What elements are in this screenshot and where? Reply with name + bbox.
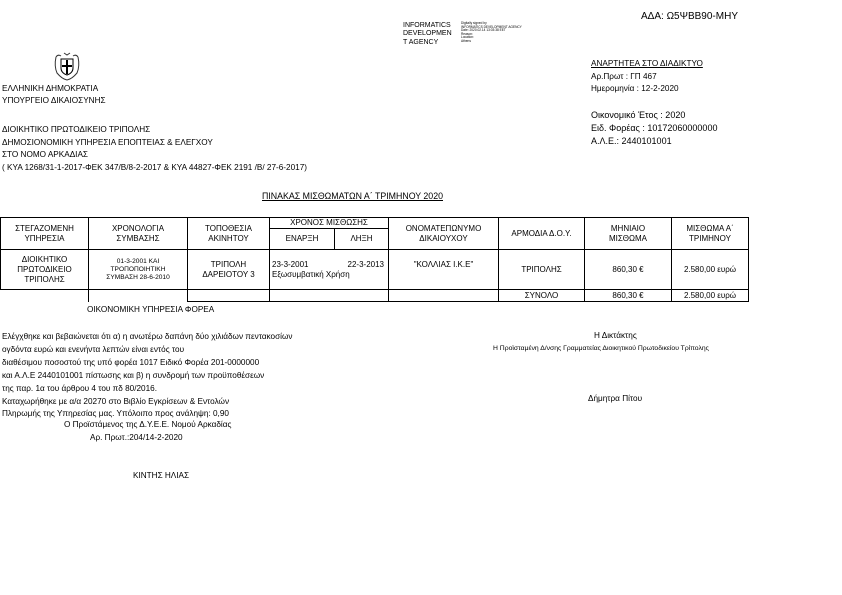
protocol-number: Αρ.Πρωτ : ΓΠ 467 [591,71,657,81]
certification-line: Ελέγχθηκε και βεβαιώνεται ότι α) η ανωτέρω δαπάνη δύο χιλιάδων πεντακοσίων [2,332,293,341]
signature-agency-label [403,22,452,47]
header-location-line: ΤΟΠΟΘΕΣΙΑ [204,223,253,233]
header-quarterly-line: ΤΡΙΜΗΝΟΥ [689,233,731,243]
empty-cell [389,290,499,302]
head-of-service: Ο Προϊστάμενος της Δ.Υ.Ε.Ε. Νομού Αρκαδίας [64,420,232,429]
certification-line: Πληρωμής της Υπηρεσίας μας. Υπόλοιπο προς ανάληψη: 0,90 [2,409,229,419]
cell-chronology-line: 01-3-2001 ΚΑΙ [116,257,160,265]
right-sign-title: Η Δικτάκτης [594,331,637,340]
signature-details [461,22,522,44]
header-end: ΛΗΞΗ [335,229,389,250]
court-name: ΔΙΟΙΚΗΤΙΚΟ ΠΡΩΤΟΔΙΚΕΙΟ ΤΡΙΠΟΛΗΣ [2,125,151,134]
right-sign-name: Δήμητρα Πίτου [588,394,643,403]
reference-protocol: Αρ. Πρωτ.:204/14-2-2020 [90,433,183,442]
ada-code: ΑΔΑ: Ω5ΨΒΒ90-ΜΗΥ [641,11,738,22]
header-beneficiary [389,218,499,250]
header-location-line: ΑΚΙΝΗΤΟΥ [208,233,249,243]
table-total-row [1,290,749,302]
document-info [591,58,703,96]
header-tax-office: ΑΡΜΟΔΙΑ Δ.Ο.Υ. [499,218,585,250]
empty-cell [188,290,270,302]
document-date: Ημερομηνία : 12-2-2020 [591,84,679,93]
header-chronology-line: ΣΥΜΒΑΣΗΣ [116,233,160,243]
certification-text [2,331,292,421]
fiscal-year: Οικονομικό Έτος : 2020 [591,110,686,120]
certification-line: της παρ. 1α του άρθρου 4 του πδ 80/2016. [2,383,157,393]
header-location [188,218,270,250]
cell-lease-dates [272,260,388,270]
signature-agency-line: DEVELOPMEN [403,30,452,38]
budget-info [591,109,717,149]
header-beneficiary-line: ΔΙΚΑΙΟΥΧΟΥ [419,233,468,243]
publish-notice: ΑΝΑΡΤΗΤΕΑ ΣΤΟ ΔΙΑΔΙΚΤΥΟ [591,59,703,68]
service-label: ΟΙΚΟΝΟΜΙΚΗ ΥΠΗΡΕΣΙΑ ΦΟΡΕΑ [87,305,215,314]
header-quarterly-line: ΜΙΣΘΩΜΑ Α΄ [686,223,734,233]
header-monthly [585,218,672,250]
cell-service [1,250,89,290]
ministry-name: ΥΠΟΥΡΓΕΙΟ ΔΙΚΑΙΟΣΥΝΗΣ [2,96,106,105]
cell-start: 23-3-2001 [272,259,309,269]
cell-location-line: ΔΑΡΕΙΟΤΟΥ 3 [202,269,255,279]
certification-line: και Α.Λ.Ε 2440101001 πίστωσης και β) η συνδρομή των προϋποθέσεων [2,370,265,380]
header-monthly-line: ΜΗΝΙΑΙΟ [610,223,646,233]
legal-basis: ( ΚΥΑ 1268/31-1-2017-ΦΕΚ 347/Β/8-2-2017 & ΚΥΑ 44827-ΦΕΚ 2191 /Β/ 27-6-2017) [2,163,307,173]
cell-service-line: ΠΡΩΤΟΔΙΚΕΙΟ [17,264,72,274]
empty-cell [89,290,188,302]
country-ministry [2,83,106,107]
ale-code: Α.Λ.Ε.: 2440101001 [591,136,672,147]
signer-left-name: ΚΙΝΤΗΣ ΗΛΙΑΣ [133,471,190,480]
agency-code: Ειδ. Φορέας : 10172060000000 [591,123,718,134]
cell-quarterly: 2.580,00 ευρώ [672,250,749,290]
cell-tax-office: ΤΡΙΠΟΛΗΣ [499,250,585,290]
header-service [1,218,89,250]
cell-end: 22-3-2013 [347,259,384,269]
header-beneficiary-line: ΟΝΟΜΑΤΕΠΩΝΥΜΟ [405,223,482,233]
total-quarterly: 2.580,00 ευρώ [672,290,749,302]
right-sign-role: Η Προϊσταμένη Δ/νσης Γραμματείας Διοικητικού Πρωτοδικείου Τρίπολης [493,345,709,352]
cell-chronology [89,250,188,290]
country-name: ΕΛΛΗΝΙΚΗ ΔΗΜΟΚΡΑΤΙΑ [2,84,99,93]
header-monthly-line: ΜΙΣΘΩΜΑ [608,233,648,243]
prefecture-name: ΣΤΟ ΝΟΜΟ ΑΡΚΑΔΙΑΣ [2,150,88,160]
header-start: ΕΝΑΡΞΗ [270,229,335,250]
header-lease-time: ΧΡΟΝΟΣ ΜΙΣΘΩΣΗΣ [270,218,389,229]
signature-detail-line: Athens [461,38,471,43]
greek-coat-of-arms-icon [52,51,82,81]
header-quarterly [672,218,749,250]
certification-line: διαθέσιμου ποσοστού της υπό φορέα 1017 Ειδικό Φορέα 201-0000000 [2,357,260,367]
signature-detail-line: Date: 2020.02.14 13:03:38 EET [461,28,506,33]
page-title: ΠΙΝΑΚΑΣ ΜΙΣΘΩΜΑΤΩΝ Α΄ ΤΡΙΜΗΝΟΥ 2020 [262,191,443,201]
header-service-line: ΣΤΕΓΑΖΟΜΕΝΗ [15,223,74,233]
cell-chronology-line: ΤΡΟΠΟΠΟΙΗΤΙΚΗ [110,265,166,273]
cell-service-line: ΤΡΙΠΟΛΗΣ [24,274,65,284]
cell-extension: Εξωσυμβατική Χρήση [272,269,350,279]
cell-chronology-line: ΣΥΜΒΑΣΗ 28-6-2010 [106,273,170,281]
signature-detail-line: Reason: [461,31,473,36]
header-chronology-line: ΧΡΟΝΟΛΟΓΙΑ [111,223,165,233]
signature-detail-line: Digitally signed by [461,21,487,25]
cell-lease-time [270,250,389,290]
empty-cell [270,290,389,302]
empty-cell [1,290,89,302]
cell-beneficiary: "ΚΟΛΛΙΑΣ Ι.Κ.Ε" [389,250,499,290]
table-row [1,250,749,290]
signature-agency-line: INFORMATICS [403,22,451,29]
certification-line: ογδόντα ευρώ και ενενήντα λεπτών είναι εντός του [2,344,185,354]
signature-detail-line: INFORMATICS DEVELOPMENT AGENCY [461,24,522,29]
cell-location-line: ΤΡΙΠΟΛΗ [210,259,247,269]
authority-block [2,124,307,175]
lease-table [0,217,749,302]
header-chronology [89,218,188,250]
total-monthly: 860,30 € [585,290,672,302]
signature-detail-line: Location: [461,35,474,40]
fiscal-service-name: ΔΗΜΟΣΙΟΝΟΜΙΚΗ ΥΠΗΡΕΣΙΑ ΕΠΟΠΤΕΙΑΣ & ΕΛΕΓΧΟΥ [2,137,213,147]
signature-agency-line: T AGENCY [403,38,439,46]
cell-monthly: 860,30 € [585,250,672,290]
cell-location [188,250,270,290]
cell-service-line: ΔΙΟΙΚΗΤΙΚΟ [21,254,68,264]
certification-line: Καταχωρήθηκε με α/α 20270 στο Βιβλίο Εγκρίσεων & Εντολών [2,396,230,406]
header-service-line: ΥΠΗΡΕΣΙΑ [24,233,65,243]
total-label: ΣΥΝΟΛΟ [499,290,585,302]
